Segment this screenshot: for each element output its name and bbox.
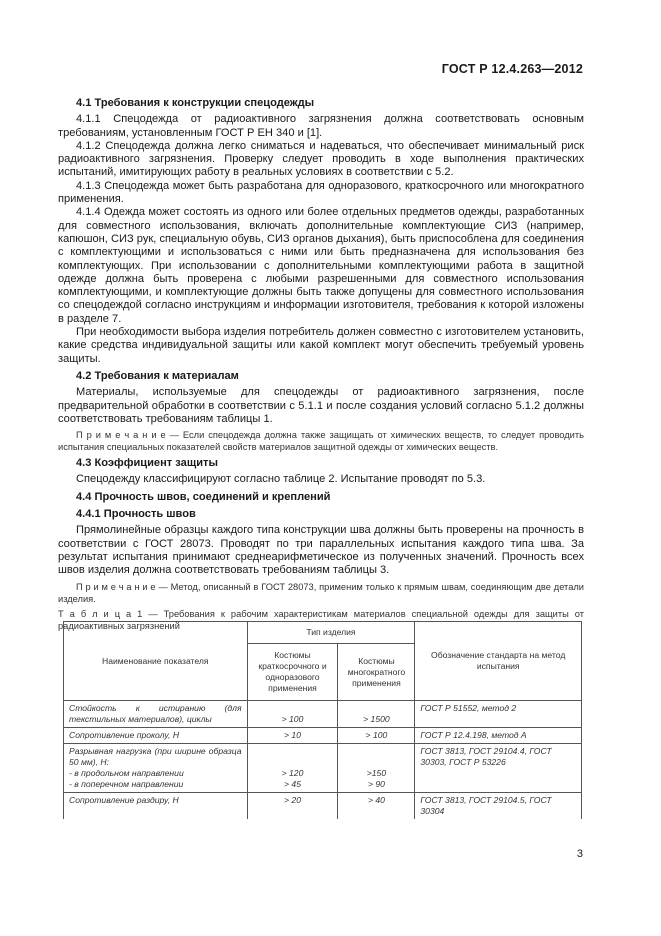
header-multi: Костюмы многократного применения: [338, 644, 415, 701]
table-row: [64, 728, 582, 744]
note-label: П р и м е ч а н и е: [76, 430, 166, 441]
header-short: Костюмы краткосрочного и одноразового применения: [247, 644, 338, 701]
note-4-4-1: [58, 581, 584, 605]
row-short-1: > 120: [281, 768, 304, 778]
paragraph-4-1-4-note: При необходимости выбора изделия потребитель должен совместно с изготовителем установить, какие средства индивидуальной защиты или какой комплект могут обеспечить требуемый уровень защиты.: [58, 326, 584, 365]
section-heading-4-4: 4.4 Прочность швов, соединений и креплений: [76, 490, 331, 503]
table-caption-text: — Требования к рабочим характеристикам материалов специальной одежды для защиты от радиоактивных загрязнений: [58, 608, 584, 631]
document-header: ГОСТ Р 12.4.263—2012: [441, 62, 583, 76]
row-std: ГОСТ Р 12.4.198, метод А: [415, 728, 582, 744]
row-name: Сопротивление проколу, Н: [64, 728, 248, 744]
row-name: Сопротивление раздиру, Н: [64, 793, 248, 820]
row-multi: > 40: [338, 793, 415, 820]
section-heading-4-1: 4.1 Требования к конструкции спецодежды: [76, 97, 315, 109]
table-header-row: [64, 622, 582, 644]
row-multi: > 1500: [338, 701, 415, 728]
paragraph-4-1-2: 4.1.2 Спецодежда должна легко сниматься и надеваться, что обеспечивает минимальный риск радиоактивного загрязнения. Проверку следует проводить в ходе выполнения практических испытаний, имитирующих работу в реальных условиях в соответствии с 5.2.: [58, 139, 584, 179]
row-short: > 10: [247, 728, 338, 744]
section-heading-4-4-1: 4.4.1 Прочность швов: [76, 508, 196, 521]
paragraph-4-1-1: 4.1.1 Спецодежда от радиоактивного загрязнения должна соответствовать основным требованиям, установленным ГОСТ Р ЕН 340 и [1].: [58, 113, 584, 139]
paragraph-4-2: Материалы, используемые для спецодежды от радиоактивного загрязнения, после предварительной обработки в соответствии с 5.1.1 и после создания условий согласно 5.1.2 должны соответствовать требованиям таблицы 1.: [58, 386, 584, 425]
header-name: Наименование показателя: [64, 622, 248, 701]
note-label: П р и м е ч а н и е: [76, 581, 156, 592]
row-short: > 100: [247, 701, 338, 728]
row-std: ГОСТ 3813, ГОСТ 29104.5, ГОСТ 30304: [415, 793, 582, 820]
row-short-2: > 45: [284, 779, 301, 789]
header-type: Тип изделия: [247, 622, 415, 644]
paragraph-4-1-3: 4.1.3 Спецодежда может быть разработана для одноразового, краткосрочного или многократного применения.: [58, 179, 584, 206]
row-name-sub1: - в продольном направлении: [69, 768, 184, 778]
table-caption-label: Т а б л и ц а 1: [58, 608, 143, 619]
section-heading-4-3: 4.3 Коэффициент защиты: [76, 457, 218, 470]
section-heading-4-2: 4.2 Требования к материалам: [76, 369, 239, 382]
paragraph-4-1-4: 4.1.4 Одежда может состоять из одного или более отдельных предметов одежды, разработанных для совместного использования, включать дополнительные комплектующие СИЗ (например, капюшон, СИЗ рук, специальную обувь, СИЗ органов дыхания), быть приспособлена для соединения с комплектующими и использоваться с ними или быть предназначена для использования без комплектующих. При использовании с дополнительными комплектующими работа в защитной одежде должна быть проверена с любыми разрешенными для совместного использования комплектующими, и комплектующие должны быть также допущены для совместного использования со спецодеждой согласно инструкциям и информации изготовителя, требования к которой изложены в разделе 7.: [58, 206, 584, 325]
row-std: ГОСТ Р 51552, метод 2: [415, 701, 582, 728]
row-std: ГОСТ 3813, ГОСТ 29104.4, ГОСТ 30303, ГОСТ Р 53226: [415, 744, 582, 793]
note-text: — Метод, описанный в ГОСТ 28073, применим только к прямым швам, соединяющим две детали изделия.: [58, 581, 584, 604]
row-short: > 20: [247, 793, 338, 820]
row-name: Стойкость к истиранию (для текстильных материалов), циклы: [64, 701, 248, 728]
document-body: [58, 93, 584, 632]
requirements-table: [63, 621, 582, 819]
row-short: [247, 744, 338, 793]
table-row: [64, 793, 582, 820]
row-name-sub2: - в поперечном направлении: [69, 779, 184, 789]
paragraph-4-4-1: Прямолинейные образцы каждого типа конструкции шва должны быть проверены на прочность в соответствии с ГОСТ 28073. Проводят по три параллельных испытания каждого типа шва. За результат испытания принимают среднеарифметическое из полученных значений. Прочность всех швов изделия должна соответствовать требованиям таблицы 3.: [58, 524, 584, 577]
row-multi-2: > 90: [367, 779, 385, 789]
row-name-main: Разрывная нагрузка (при ширине образца 50 мм), Н:: [69, 746, 242, 767]
page-number: 3: [576, 848, 583, 860]
table-row: [64, 744, 582, 793]
row-multi: > 100: [338, 728, 415, 744]
row-name: [64, 744, 248, 793]
row-multi-1: >150: [366, 768, 387, 778]
header-std: Обозначение стандарта на метод испытания: [415, 622, 582, 701]
paragraph-4-3: Спецодежду классифицируют согласно таблице 2. Испытание проводят по 5.3.: [76, 473, 486, 486]
note-4-2: [58, 429, 584, 453]
note-text: — Если спецодежда должна также защищать от химических веществ, то следует проводить испытания специальных показателей свойств материалов защитной одежды от химических веществ.: [58, 430, 584, 453]
row-multi: [338, 744, 415, 793]
table-row: [64, 701, 582, 728]
